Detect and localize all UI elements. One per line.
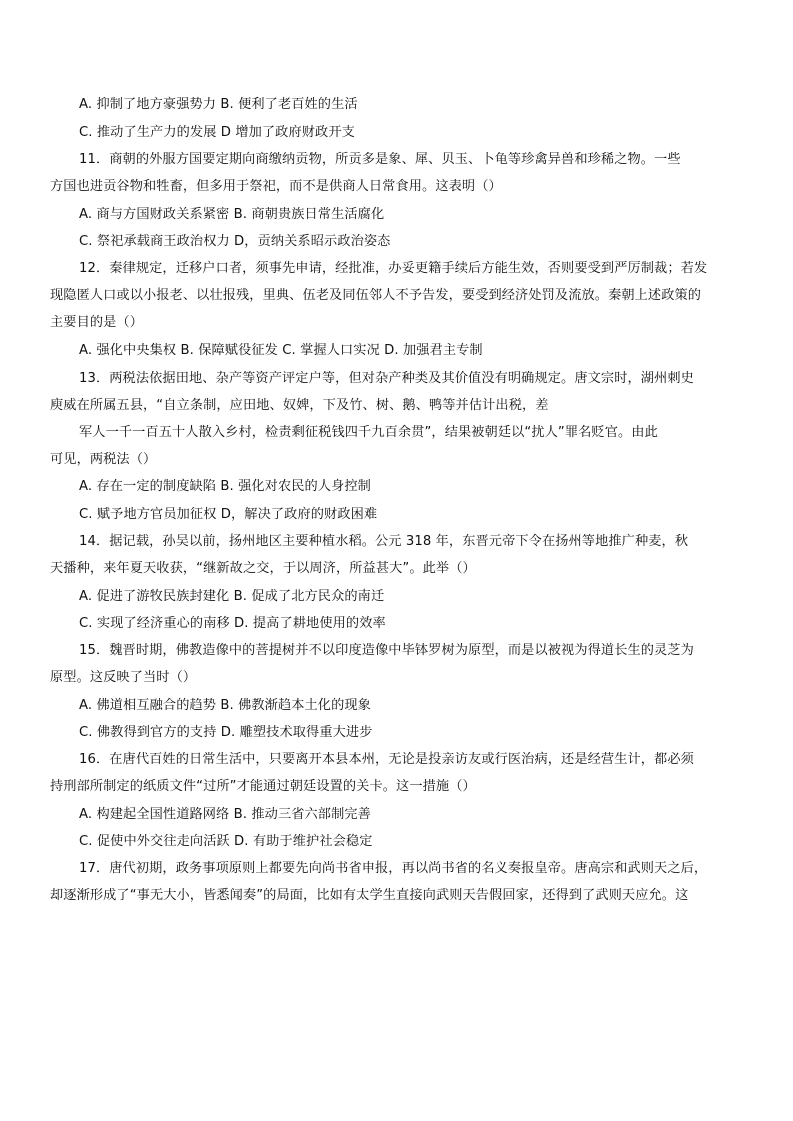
option-line-15-cd: C. 佛教得到官方的支持 D. 雕塑技术取得重大进步 xyxy=(79,725,373,740)
question-16-text-cont: 持刑部所制定的纸质文件“过所”才能通过朝廷设置的关卡。这一措施（） xyxy=(50,779,476,794)
question-13-text-cont2: 军人一千一百五十人散入乡村，检责剩征税钱四千九百余贯”，结果被朝廷以“扰人”罪名贬官。由此 xyxy=(79,425,658,440)
option-line-16-ab: A. 构建起全国性道路网络 B. 推动三省六部制完善 xyxy=(79,807,371,822)
option-line-14-ab: A. 促进了游牧民族封建化 B. 促成了北方民众的南迁 xyxy=(79,589,385,604)
option-line-10-ab: A. 抑制了地方豪强势力 B. 便利了老百姓的生活 xyxy=(79,97,358,112)
option-line-15-ab: A. 佛道相互融合的趋势 B. 佛教渐趋本土化的现象 xyxy=(79,698,371,713)
question-13-text-cont: 庾威在所属五县，“自立条制，应田地、奴婢，下及竹、树、鹅、鸭等并估计出税，差 xyxy=(50,398,549,413)
question-13-text: 13．两税法依据田地、杂产等资产评定户等，但对杂产种类及其价值没有明确规定。唐文宗时，湖州刺史 xyxy=(79,371,694,386)
question-11-text-cont: 方国也进贡谷物和牲畜，但多用于祭祀，而不是供商人日常食用。这表明（） xyxy=(50,179,502,194)
option-line-13-cd: C. 赋予地方官员加征权 D，解决了政府的财政困难 xyxy=(79,507,378,522)
question-12-text-cont: 现隐匿人口或以小报老、以壮报残，里典、伍老及同伍邻人不予告发，要受到经济处罚及流放。秦朝上述政策的 xyxy=(50,288,702,303)
option-line-16-cd: C. 促使中外交往走向活跃 D. 有助于维护社会稳定 xyxy=(79,834,373,849)
question-16-text: 16．在唐代百姓的日常生活中，只要离开本县本州，无论是投亲访友或行医治病，还是经营生计，都必须 xyxy=(79,752,694,767)
question-14-text: 14．据记载，孙吴以前，扬州地区主要种植水稻。公元 318 年，东晋元帝下令在扬州等地推广种麦，秋 xyxy=(79,534,689,549)
option-line-11-cd: C. 祭祀承载商王政治权力 D，贡纳关系昭示政治姿态 xyxy=(79,234,391,249)
question-17-text-cont: 却逐渐形成了“事无大小，皆悉闻奏”的局面，比如有太学生直接向武则天告假回家，还得到了武则天应允。这 xyxy=(50,888,689,903)
option-line-12: A. 强化中央集权 B. 保障赋役征发 C. 掌握人口实况 D. 加强君主专制 xyxy=(79,343,483,358)
question-12-text: 12．秦律规定，迁移户口者，须事先申请，经批准，办妥更籍手续后方能生效，否则要受到严厉制裁；若发 xyxy=(79,261,708,276)
question-13-text-cont3: 可见，两税法（） xyxy=(50,452,157,467)
question-12-text-cont2: 主要目的是（） xyxy=(50,315,144,330)
option-line-13-ab: A. 存在一定的制度缺陷 B. 强化对农民的人身控制 xyxy=(79,479,371,494)
question-17-text: 17．唐代初期，政务事项原则上都要先向尚书省申报，再以尚书省的名义奏报皇帝。唐高宗和武则天之后， xyxy=(79,861,708,876)
option-line-14-cd: C. 实现了经济重心的南移 D. 提高了耕地使用的效率 xyxy=(79,616,386,631)
question-15-text: 15．魏晋时期，佛教造像中的菩提树并不以印度造像中毕钵罗树为原型，而是以被视为得道长生的灵芝为 xyxy=(79,643,694,658)
question-14-text-cont: 天播种，来年夏天收获，“继新故之交，于以周济，所益甚大”。此举（） xyxy=(50,561,476,576)
question-15-text-cont: 原型。这反映了当时（） xyxy=(50,670,197,685)
question-11-text: 11．商朝的外服方国要定期向商缴纳贡物，所贡多是象、犀、贝玉、卜龟等珍禽异兽和珍稀之物。一些 xyxy=(79,152,681,167)
option-line-10-cd: C. 推动了生产力的发展 D 增加了政府财政开支 xyxy=(79,125,355,140)
option-line-11-ab: A. 商与方国财政关系紧密 B. 商朝贵族日常生活腐化 xyxy=(79,207,385,222)
